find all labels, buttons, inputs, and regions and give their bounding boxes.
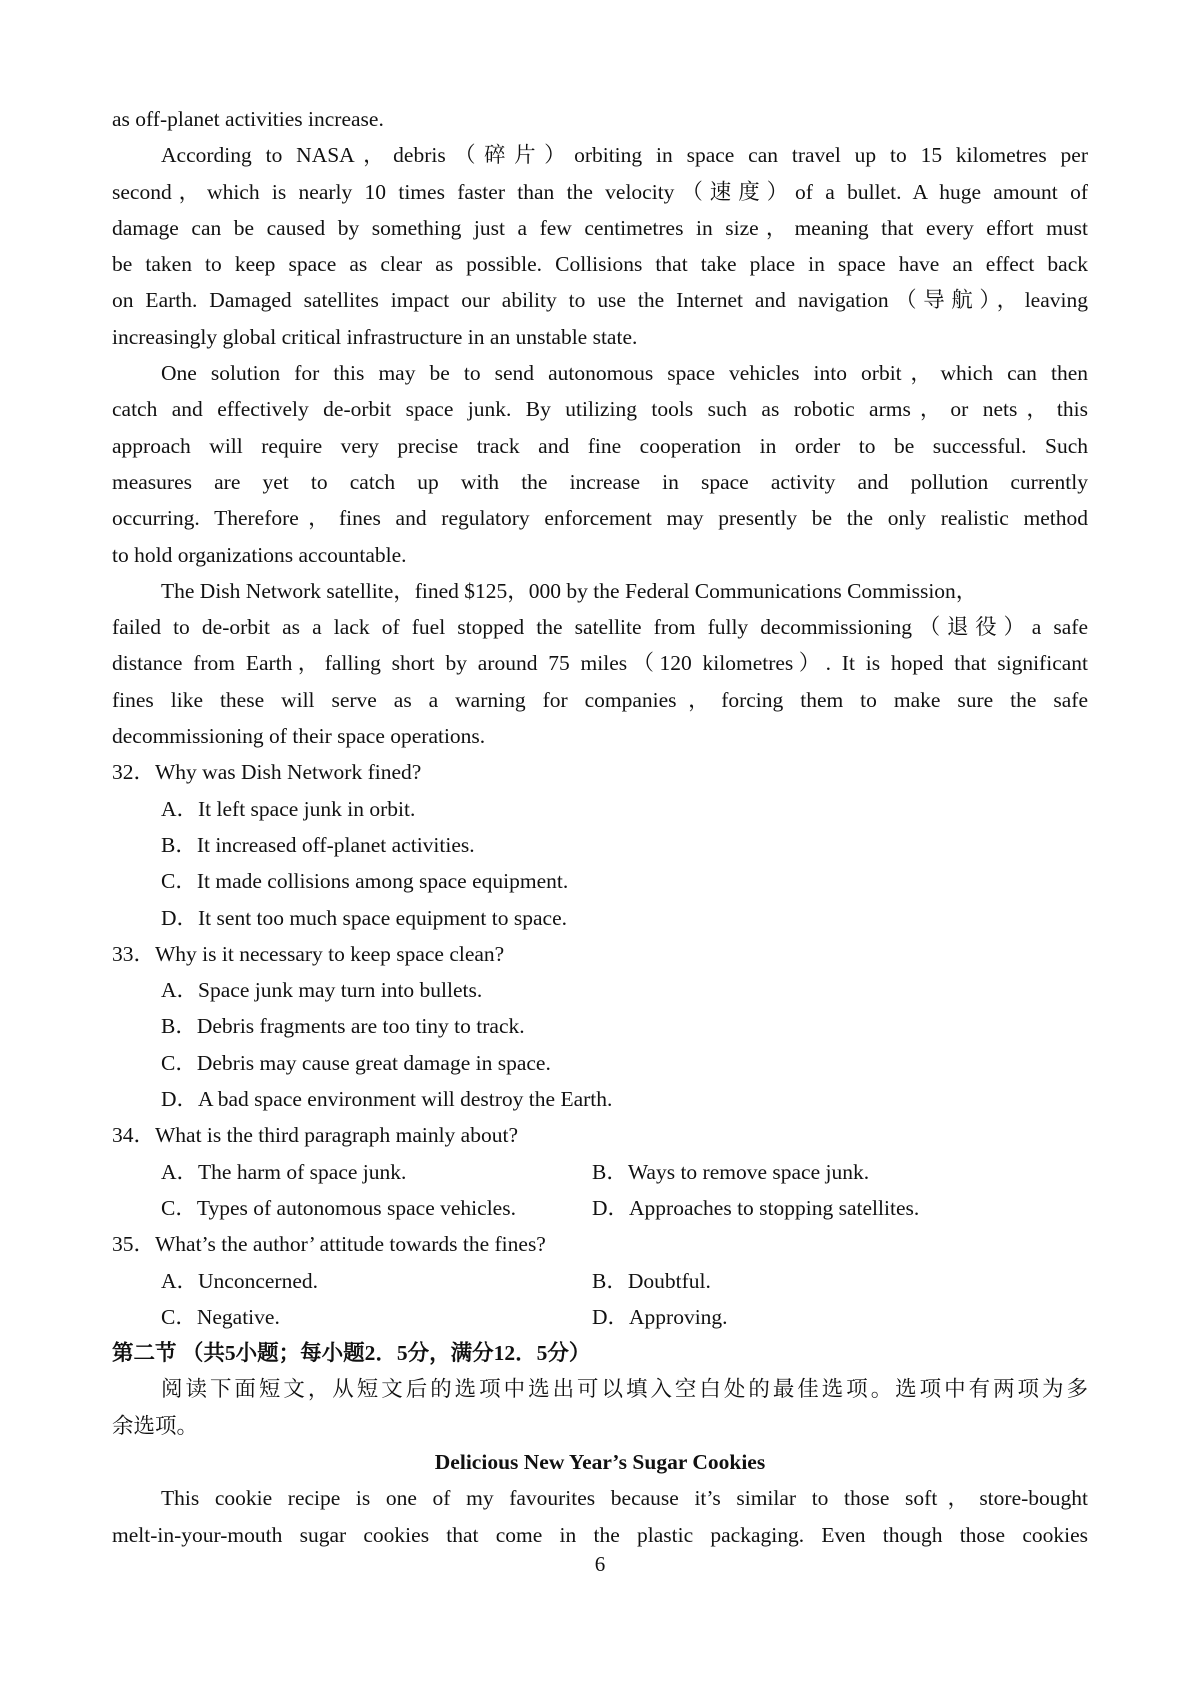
question-35-option-b: B．Doubtful. [592,1268,711,1293]
page-number: 6 [594,1552,606,1576]
question-33-option-d: D．A bad space environment will destroy the Earth. [161,1087,613,1112]
passage-line: approach will require very precise track and fine cooperation in order to be successful. Such [112,433,1088,458]
question-35-options-row [112,1263,1088,1299]
question-34-option-c: C．Types of autonomous space vehicles. [161,1195,516,1220]
question-34-option-d: D．Approaches to stopping satellites. [592,1195,920,1220]
passage-line: According to NASA，debris（碎片）orbiting in space can travel up to 15 kilometres per [161,143,1088,168]
passage-line: This cookie recipe is one of my favourites because it’s similar to those soft，store-bought [161,1486,1088,1511]
passage-line: measures are yet to catch up with the increase in space activity and pollution currently [112,469,1088,494]
passage-line: to hold organizations accountable. [112,542,407,567]
passage-line: as off-planet activities increase. [112,107,384,131]
question-34-options-row [112,1190,1088,1226]
section-2-header: 第二节 （共5小题；每小题2．5分，满分12．5分） [112,1341,591,1366]
question-35-option-c: C．Negative. [161,1304,280,1329]
passage-line: increasingly global critical infrastructure in an unstable state. [112,324,638,349]
question-34-stem: 34．What is the third paragraph mainly about? [112,1123,518,1148]
question-35-option-a: A．Unconcerned. [161,1268,319,1293]
question-32-option-c: C．It made collisions among space equipment. [161,869,569,894]
question-33-option-c: C．Debris may cause great damage in space. [161,1050,551,1075]
question-35-stem: 35．What’s the author’ attitude towards the fines? [112,1232,546,1257]
passage-line: fines like these will serve as a warning for companies，forcing them to make sure the safe [112,687,1088,712]
question-32-option-b: B．It increased off-planet activities. [161,832,475,857]
passage-line: decommissioning of their space operations. [112,724,486,749]
question-34-options-row [112,1154,1088,1190]
passage-line: on Earth. Damaged satellites impact our ability to use the Internet and navigation（导航），leaving [112,288,1088,313]
passage-title: Delicious New Year’s Sugar Cookies [434,1449,766,1474]
question-32-option-d: D．It sent too much space equipment to space. [161,905,568,930]
passage-line: failed to de-orbit as a lack of fuel stopped the satellite from fully decommissioning（退役）a safe [112,615,1088,640]
question-35-option-d: D．Approving. [592,1304,728,1329]
passage-line: One solution for this may be to send autonomous space vehicles into orbit，which can then [161,361,1088,386]
question-34-option-b: B．Ways to remove space junk. [592,1159,870,1184]
passage-line: The Dish Network satellite，fined $125，000 by the Federal Communications Commission， [161,578,978,603]
passage-line: be taken to keep space as clear as possible. Collisions that take place in space have an effect back [112,252,1088,277]
passage-line: second，which is nearly 10 times faster than the velocity（速度）of a bullet. A huge amount of [112,179,1088,204]
question-33-stem: 33．Why is it necessary to keep space clean? [112,941,505,966]
section-2-instructions: 阅读下面短文，从短文后的选项中选出可以填入空白处的最佳选项。选项中有两项为多 [161,1377,1088,1402]
passage-line: occurring. Therefore，fines and regulatory enforcement may presently be the only realistic method [112,506,1088,531]
question-35-options-row [112,1299,1088,1335]
question-33-option-a: A．Space junk may turn into bullets. [161,978,483,1003]
question-32-stem: 32．Why was Dish Network fined? [112,760,422,785]
document-page [112,101,1088,1553]
passage-line: melt-in-your-mouth sugar cookies that come in the plastic packaging. Even though those cookies [112,1522,1088,1547]
question-32-option-a: A．It left space junk in orbit. [161,796,416,821]
section-2-instructions: 余选项。 [112,1413,199,1438]
question-33-option-b: B．Debris fragments are too tiny to track. [161,1014,525,1039]
passage-line: distance from Earth，falling short by around 75 miles（120 kilometres）. It is hoped that significant [112,651,1088,676]
passage-line: catch and effectively de-orbit space junk. By utilizing tools such as robotic arms，or nets，this [112,397,1088,422]
passage-line: damage can be caused by something just a few centimetres in size，meaning that every effort must [112,215,1088,240]
question-34-option-a: A．The harm of space junk. [161,1159,407,1184]
